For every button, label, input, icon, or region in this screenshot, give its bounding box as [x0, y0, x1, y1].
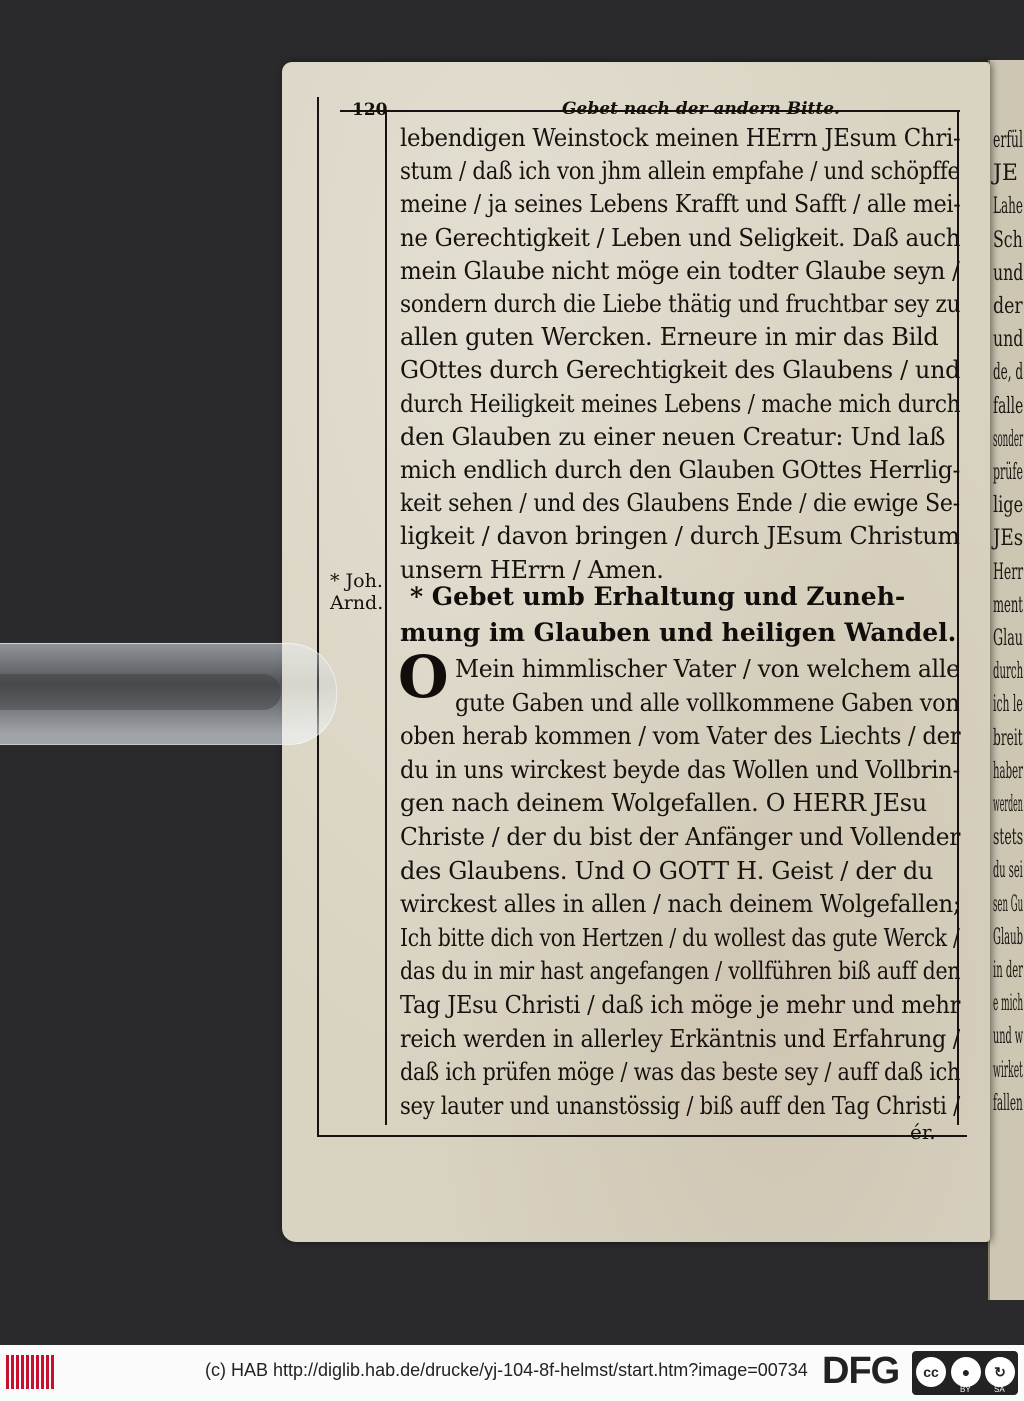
text-line: GOttes durch Gerechtigkeit des Glaubens / und — [400, 356, 961, 385]
facing-page-fragment: und — [993, 260, 1024, 286]
by-icon: ● — [951, 1357, 981, 1387]
text-line: den Glauben zu einer neuen Creatur: Und laß — [400, 422, 946, 451]
facing-page-fragment: sen Gu — [993, 891, 1024, 917]
sa-label: SA — [994, 1385, 1005, 1394]
text-line: das du in mir hast angefangen / vollführen biß auff den — [400, 957, 961, 986]
cc-icon: cc — [916, 1357, 946, 1387]
dfg-logo[interactable]: DFG — [822, 1350, 900, 1392]
sa-icon: ↻ — [985, 1357, 1015, 1387]
facing-page-fragment: der — [993, 294, 1023, 319]
text-line: Tag JEsu Christi / daß ich möge je mehr und mehr — [400, 991, 961, 1019]
text-line: stum / daß ich von jhm allein empfahe / und schöpffe — [400, 157, 960, 186]
facing-page-fragment: JEs — [993, 526, 1024, 552]
margin-note-line: Arnd. — [330, 592, 384, 614]
text-line: sondern durch die Liebe thätig und fruchtbar sey zu — [400, 290, 961, 318]
facing-page-fragment: und — [993, 327, 1024, 353]
text-line: Christe / der du bist der Anfänger und Vollender — [400, 823, 961, 851]
text-line: Mein himmlischer Vater / von welchem alle — [455, 655, 960, 683]
facing-page-fragment: wirket — [993, 1057, 1023, 1083]
facing-page-fragment: Herr — [993, 559, 1024, 585]
footer-bar — [0, 1345, 1024, 1401]
facing-page-fragment: werden — [993, 792, 1023, 817]
facing-page-fragment: stets — [993, 825, 1024, 851]
facing-page-fragment: breit — [993, 725, 1023, 751]
page-number: 120 — [352, 100, 388, 120]
copyright-link[interactable]: (c) HAB http://diglib.hab.de/drucke/yj-104-8f-helmst/start.htm?image=00734 — [205, 1360, 808, 1380]
facing-page-fragment: durch — [993, 659, 1024, 685]
facing-page-fragment: JE — [993, 161, 1018, 187]
facing-page-fragment: fallen — [993, 1090, 1023, 1116]
text-line: ne Gerechtigkeit / Leben und Seligkeit. Daß auch — [400, 223, 961, 252]
facing-page-fragment: falle — [993, 393, 1024, 419]
text-line: allen guten Wercken. Erneure in mir das Bild — [400, 323, 939, 352]
section-heading-line: * Gebet umb Erhaltung und Zuneh- — [410, 582, 906, 611]
section-heading-line: mung im Glauben und heiligen Wandel. — [400, 618, 957, 647]
facing-page-fragment: lige — [993, 493, 1024, 519]
margin-note — [330, 570, 383, 614]
text-line: gen nach deinem Wolgefallen. O HERR JEsu — [400, 789, 927, 818]
text-line: Ich bitte dich von Hertzen / du wollest das gute Werck / — [400, 923, 960, 952]
text-line: mich endlich durch den Glauben GOttes Herrlig- — [400, 456, 960, 484]
facing-page-fragment: erfül — [993, 128, 1023, 153]
facing-page-fragment: du sei — [993, 858, 1023, 884]
library-barcode-icon — [6, 1355, 54, 1389]
cc-license-badge[interactable] — [912, 1351, 1018, 1395]
text-line: oben herab kommen / vom Vater des Liechts / der — [400, 722, 961, 751]
facing-page-fragment: sonder — [993, 426, 1024, 452]
facing-page-fragment: ment — [993, 592, 1023, 618]
catchword: ér. — [910, 1120, 936, 1144]
facing-page-fragment: Sch — [993, 227, 1023, 253]
facing-page-fragment: de, d — [993, 360, 1024, 386]
facing-page-fragment: in der — [993, 958, 1023, 983]
facing-page-fragment: prüfe — [993, 460, 1023, 485]
text-line: meine / ja seines Lebens Krafft und Safft / alle mei- — [400, 190, 961, 219]
facing-page-fragment: ich le — [993, 692, 1023, 718]
text-line: unsern HErrn / Amen. — [400, 555, 664, 584]
text-line: durch Heiligkeit meines Lebens / mache mich durch — [400, 389, 961, 418]
text-line: lebendigen Weinstock meinen HErrn JEsum Chri- — [400, 124, 961, 152]
clip-slot — [0, 674, 281, 710]
text-line: du in uns wirckest beyde das Wollen und Vollbrin- — [400, 755, 960, 784]
facing-page-fragment: e mich — [993, 991, 1024, 1017]
text-line: keit sehen / und des Glaubens Ende / die ewige Se- — [400, 489, 960, 518]
text-line: des Glaubens. Und O GOTT H. Geist / der du — [400, 856, 934, 885]
text-line: wirckest alles in allen / nach deinem Wolgefallen; — [400, 890, 961, 919]
text-line: daß ich prüfen möge / was das beste sey / auff daß ich — [400, 1058, 961, 1087]
running-head: Gebet nach der andern Bitte. — [562, 99, 840, 119]
glass-page-clip — [0, 643, 337, 745]
text-line: sey lauter und unanstössig / biß auff den Tag Christi / — [400, 1091, 960, 1120]
facing-page-fragment: Lahe — [993, 194, 1023, 220]
drop-initial: O — [398, 643, 449, 711]
facing-page-fragment: Glaub — [993, 924, 1023, 950]
text-line: reich werden in allerley Erkäntnis und Erfahrung / — [400, 1024, 960, 1053]
text-line: ligkeit / davon bringen / durch JEsum Christum — [400, 522, 960, 551]
facing-page-fragment: und w — [993, 1024, 1024, 1050]
text-line: gute Gaben und alle vollkommene Gaben von — [455, 688, 960, 717]
by-label: BY — [960, 1385, 971, 1394]
margin-note-line: * Joh. — [330, 570, 383, 592]
facing-page-fragment: haber — [993, 758, 1023, 784]
text-line: mein Glaube nicht möge ein todter Glaube seyn / — [400, 256, 960, 285]
facing-page-fragment: Glau — [993, 626, 1023, 651]
